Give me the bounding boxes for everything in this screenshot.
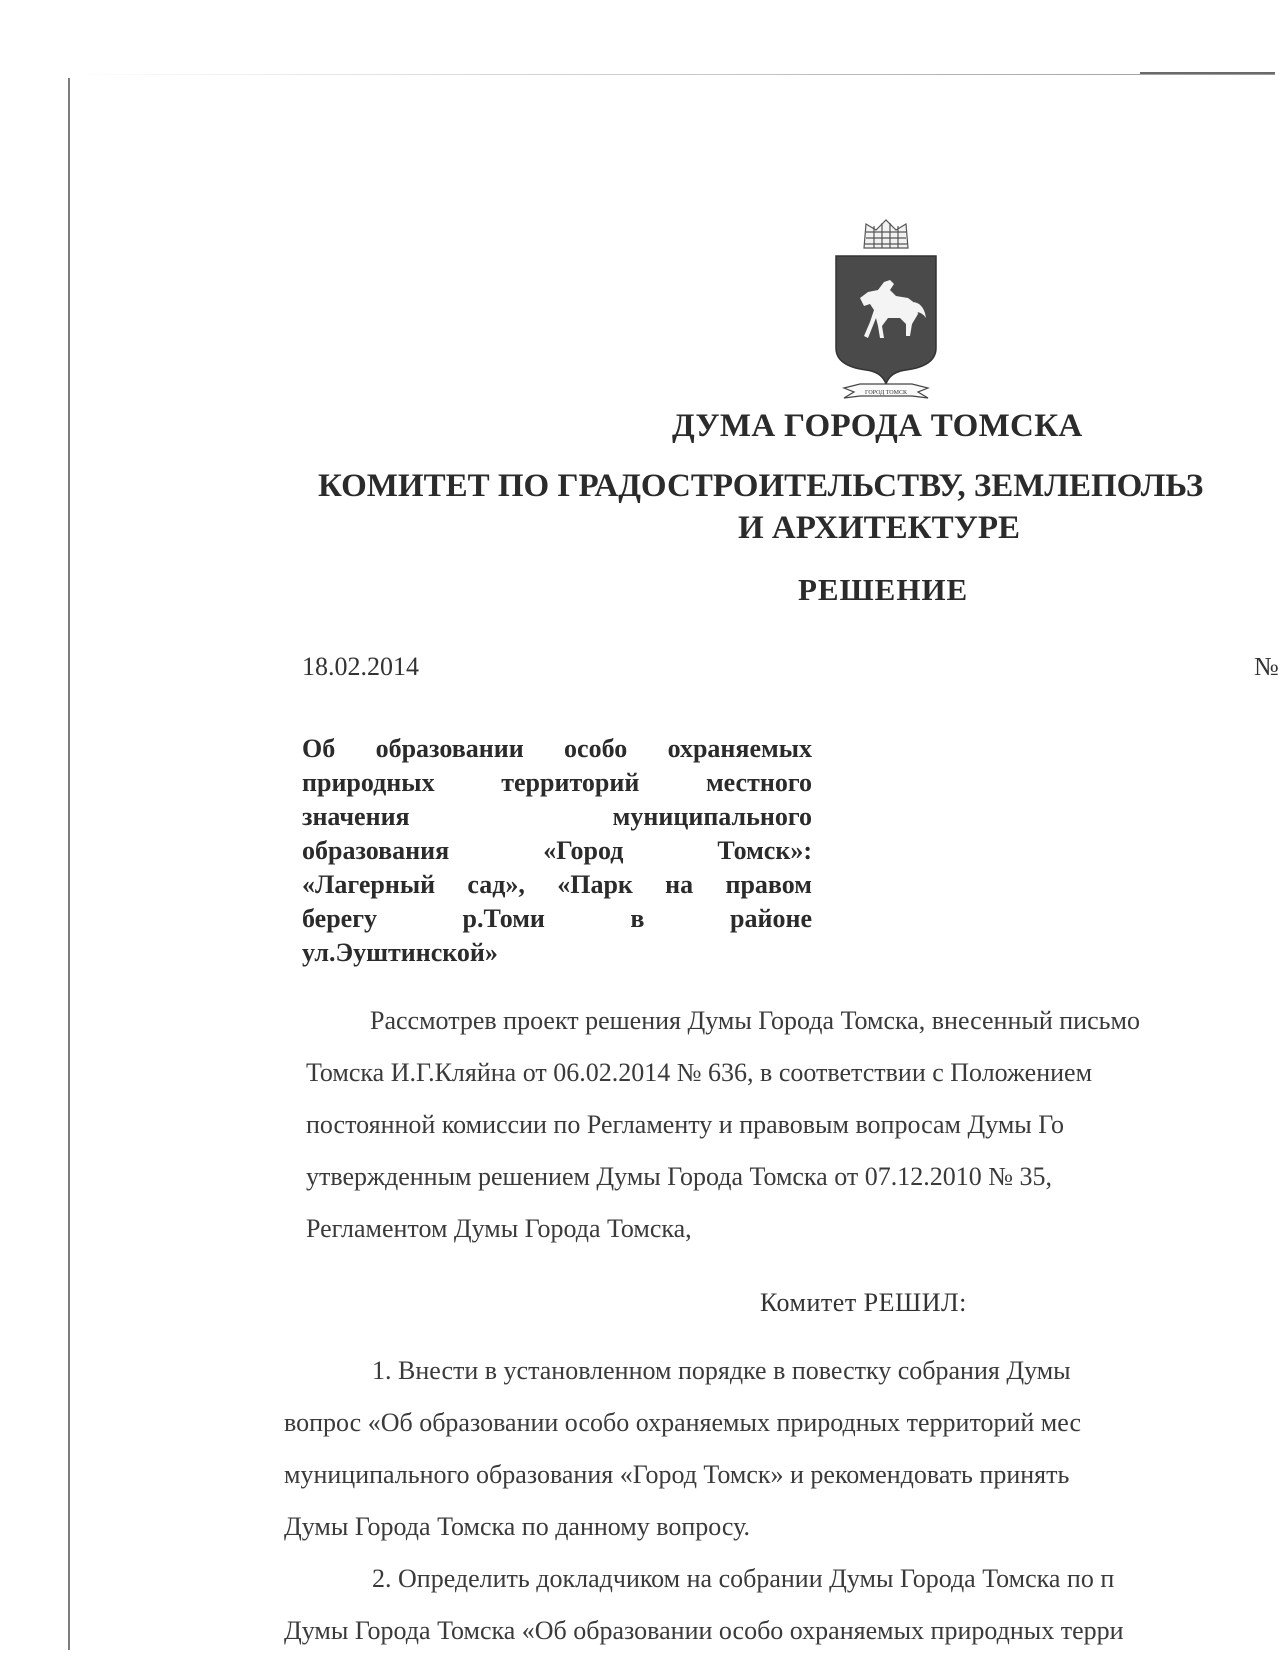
document-type-heading: РЕШЕНИЕ [798,572,969,607]
subject-line: берегу р.Томи в районе [302,904,812,933]
decision-subject [302,732,812,970]
preamble-line: Рассмотрев проект решения Думы Города Томска, внесенный письмо [370,1006,1140,1035]
decision-number-label: № [1254,652,1279,681]
item-line: 1. Внести в установленном порядке в повестку собрания Думы [372,1356,1071,1385]
subject-line: ул.Эуштинской» [302,938,498,967]
scan-edge-top-dark [1140,72,1275,74]
item-line: Думы Города Томска по данному вопросу. [284,1512,751,1541]
coat-of-arms-icon [826,218,946,408]
item-line: муниципального образования «Город Томск» и рекомендовать принять [284,1460,1070,1489]
decision-date: 18.02.2014 [302,652,419,681]
scan-edge-left [68,78,70,1650]
decision-items [284,1345,1124,1657]
item-line: Думы Города Томска «Об образовании особо охраняемых природных терри [284,1616,1124,1645]
duma-title: ДУМА ГОРОДА ТОМСКА [672,408,1083,444]
subject-line: Об образовании особо охраняемых [302,734,812,763]
subject-line: «Лагерный сад», «Парк на правом [302,870,812,899]
committee-title-line2: И АРХИТЕКТУРЕ [738,510,1020,546]
subject-line: природных территорий местного [302,768,812,797]
preamble-line: Томска И.Г.Кляйна от 06.02.2014 № 636, в соответствии с Положением [306,1058,1093,1087]
committee-title-line1: КОМИТЕТ ПО ГРАДОСТРОИТЕЛЬСТВУ, ЗЕМЛЕПОЛЬЗ [318,468,1204,504]
preamble-line: утвержденным решением Думы Города Томска от 07.12.2010 № 35, [306,1162,1053,1191]
subject-line: образования «Город Томск»: [302,836,812,865]
committee-decided-heading: Комитет РЕШИЛ: [760,1288,967,1317]
preamble-line: постоянной комиссии по Регламенту и правовым вопросам Думы Го [306,1110,1065,1139]
preamble-line: Регламентом Думы Города Томска, [306,1214,692,1243]
subject-line: значения муниципального [302,802,812,831]
item-line: 2. Определить докладчиком на собрании Думы Города Томска по п [372,1564,1115,1593]
emblem-ribbon-text: ГОРОД ТОМСК [865,390,907,396]
preamble-paragraph [306,995,1140,1255]
item-line: вопрос «Об образовании особо охраняемых природных территорий мес [284,1408,1081,1437]
scan-edge-top [70,74,1275,75]
